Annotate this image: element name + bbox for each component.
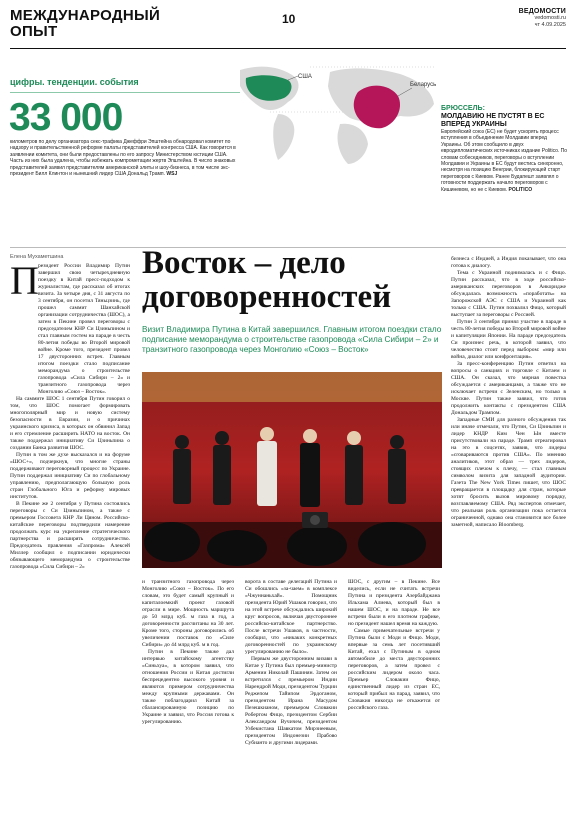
brief-source: POLITICO bbox=[508, 186, 533, 193]
drop-cap: П bbox=[10, 258, 39, 303]
paragraph: Тема с Украиной поднималась и с Фицо. Путин рассказал, что в ходе российско-американских переговоров в Анкоридже обсуждалась возможность «поработать» на Запорожской АЭС с США и Украиной как только с США. Путин похвалил Фицо, который выступает за переговоры с Россией. bbox=[451, 270, 566, 318]
brief-text: Европейский союз (ЕС) не будет ускорять процесс вступления в объединение Молдавии вперед Украины. Об этом сообщило в двух евродипломатических источниках издание Politico. По словам собеседников, переговоры о вступлении Молдавии и Украины в ЕС будут вестись синхронно, несмотря на позицию Венгрии, блокирующей старт переговоров с Киевом. Ранее Будапешт заявлял о готовности поддержать начало переговоров с Кишиневом, но не с Киевом. POLITICO bbox=[441, 129, 568, 193]
paragraph: За пресс-конференцию Путин ответил на вопросы о санкциях и торговле с Китаем и США. Он сказал, что мирная повестка обсуждается с американцами, а также что не исключает встречи с Зеленским, но только в Москве. Путин также заявил, что готов продолжить контакты с президентом США Дональдом Трампом. bbox=[451, 361, 566, 416]
paragraph: бизнеса с Индией, а Индия показывает, что она готова к диалогу. bbox=[451, 256, 566, 269]
paragraph: В Пекине же 2 сентября у Путина состоялись переговоры с Си Цзиньпином, а также с премьером Госсовета КНР Ли Цяном. Российско-китайские переговоры подтвердили намерение продолжать курс на укрепление стратегического партнерства и расширять сотрудничество. Председатель правления «Газпрома» Алексей Миллер сообщил о подписании юридически обязывающего меморандума о строительстве газопровода «Сила Сибири – 2» bbox=[10, 501, 130, 570]
article-column-3 bbox=[245, 579, 337, 747]
brief-location: БРЮССЕЛЬ: bbox=[441, 105, 485, 112]
world-map bbox=[240, 52, 436, 164]
stat-source: WSJ bbox=[166, 171, 178, 178]
paragraph: и транзитного газопровода через Монголию «Союз – Восток». По его словам, это будет самый крупный и капиталоемкий проект газовой отрасли в мире. Мощность маршрута до 50 млрд куб. м газа в год, а договоренности рассчитаны на 30 лет. Кроме того, стороны договорились об увеличении поставок по «Силе Сибири» до 44 млрд куб. м в год. bbox=[142, 579, 234, 648]
paragraph: Самые примечательные встречи у Путина были с Моди и Фицо. Моди, впервые за семь лет посетивший Китай, ехал с Путиным в одном автомобиле до места двусторонних переговоров, а затем провел с российским лидером около часа. Премьер Словакии Фицо, единственный лидер из стран ЕС, который прибыл на парад, заявил, что Словакия никогда не откажется от российского газа. bbox=[348, 628, 440, 711]
article-column-1 bbox=[10, 258, 130, 571]
paragraph: Западные СМИ для разного обсуждения так или иначе отмечали, что Путин, Си Цзиньпин и лидер КНДР Ким Чен Ын вместе присутствовали на параде. Трамп отреагировал на это в соцсетях, заявив, что лидеры «сговариваются против США». По мнению аналитиков, этот образ — трех лидеров, стоящих плечом к плечу, — стал главным символом визита для западной аудитории. Газета The New York Times пишет, что ШОС превращается в площадку для стран, которые хотят бросить вызов мировому порядку, возглавляемому США. Ряд экспертов отмечает, что реальная роль организации пока остается ограниченной, однако она становится все более заметной, написало Bloomberg. bbox=[451, 417, 566, 528]
brief-title: МОЛДАВИЮ НЕ ПУСТЯТ В ЕС ВПЕРЕД УКРАИНЫ bbox=[441, 113, 545, 128]
stat-number: 33 000 bbox=[9, 96, 123, 139]
article-photo bbox=[142, 372, 442, 568]
map-moldova bbox=[354, 86, 400, 129]
paragraph: Путин в Пекине также дал интервью китайскому агентству «Синьхуа», в котором заявил, что отношения России и Китая достигли беспрецедентно высокого уровня и являются примером сотрудничества между крупными державами. Он также поблагодарил Китай за сбалансированную позицию по Украине и заявил, что Россия готова к урегулированию. bbox=[142, 649, 234, 725]
paragraph: Первым же двусторонним визави в Китае у Путина был премьер-министр Армении Николай Пашинян. Затем он встретился с премьером Индии Нарендрой Моди, президентом Турции Реджепом Тайипом Эрдоганом, президентом Ирана Масудом Пезешкианом, премьером Словакии Робертом Фицо, президентом Сербии Александром Вучичем, президентом Узбекистана Шавкатом Мирзиеевым, президентом Индонезии Прабово Субианто и другими лидерами. bbox=[245, 656, 337, 746]
article-headline: Восток – дело договоренностей bbox=[142, 245, 392, 315]
map-land-africa bbox=[337, 124, 368, 164]
map-land-south-america bbox=[273, 114, 294, 160]
paragraph: ворота в составе делегаций Путина и Си обошлись «за-чаем» в комплексе «Чжуннаньхай». Помощник президента Юрий Ушаков говорил, что на этой встрече обсуждались широкий круг вопросов, включая двустороннее российско-китайское партнерство. После встречи Ушаков, в частности, сообщил, что «никаких конкретных договоренностей по украинскому урегулированию не было». bbox=[245, 579, 337, 655]
paragraph: резидент России Владимир Путин завершил свою четырехдневную поездку в Китай пресс-подходом к журналистам, где рассказал об итогах визита. За четыре дня, с 31 августа по 3 сентября, он посетил Тяньцзинь, где прошел саммит Шанхайской организации сотрудничества (ШОС), а затем в Пекине провел переговоры с председателем КНР Си Цзиньпином и стал главным гостем на параде в честь 80-летия победы во Второй мировой войне. Кроме того, президент провел 17 двусторонних встреч. Главным итогом поездки стало подписание меморандума о строительстве газопровода «Сила Сибири – 2» и транзитного газопровода через Монголию «Союз – Восток». bbox=[38, 263, 130, 395]
article-column-2 bbox=[142, 579, 234, 726]
rubric-rule bbox=[10, 92, 240, 93]
article-lead: Визит Владимира Путина в Китай завершился. Главным итогом поездки стало подписание меморандума о строительстве газопровода «Сила Сибири – 2» и транзитного газопровода через Монголию «Союз – Восток» bbox=[142, 325, 442, 354]
stat-text: километров по делу организатора секс-трафика Джеффри Эпштейна обнародовал комитет по надзору и правительственной реформе палаты представителей конгресса США. Как говорится в заявлении комитета, они были предоставлены по его запросу Министерством юстиции США. Часть из них была удалена, чтобы избежать компрометации жертв Эпштейна. В число знаковых представителей заявил представителям американской элиты и шоу-бизнеса, в том числе экс-президент Билл Клинтон и нынешний лидер США Дональд Трамп. WSJ bbox=[10, 139, 236, 178]
page-number: 10 bbox=[282, 12, 296, 26]
paragraph: На саммите ШОС 1 сентября Путин говорил о том, что ШОС помогает формировать многополярный мир и новую систему безопасности в Евразии, и о причинах украинского кризиса, в которых он обвинил Запад и его стремление расширить НАТО на восток. Он также поддержал инициативу Си Цзиньпина о создании Банка развития ШОС. bbox=[10, 396, 130, 451]
section-title: МЕЖДУНАРОДНЫЙ ОПЫТ bbox=[10, 7, 161, 40]
rubric-label: цифры. тенденции. события bbox=[10, 77, 139, 87]
paragraph: Путин в том же духе высказался и на форуме «ШОС+», подчеркнув, что многие страны поддерживают переговорный процесс по Украине. Путин поддержал инициативу Си по глобальному управлению, предполагающую большую роль стран Глобального Юга и реформу мировых институтов. bbox=[10, 452, 130, 500]
paragraph: ШОС, с другим – в Пекине. Все виделись, если не считать встречи Путина и президента Азербайджана Ильхама Алиева, который был в нашем ШОС, и на параде. Не все встречи были в его плотном графике, но президент нашел время на каждую. bbox=[348, 579, 440, 627]
issue-date: чт 4.09.2025 bbox=[534, 22, 566, 28]
masthead bbox=[519, 8, 566, 29]
map-label-usa: США bbox=[298, 74, 312, 80]
brand-name: ВЕДОМОСТИ bbox=[518, 8, 566, 15]
brand-site: vedomosti.ru bbox=[534, 15, 566, 21]
article-byline: Елена Мухаметшина bbox=[10, 254, 64, 260]
header-rule bbox=[10, 48, 566, 49]
paragraph: Путин 3 сентября принял участие в параде в честь 80-летия победы во Второй мировой войне и капитуляции Японии. На параде председатель Си произнес речь, в которой заявил, что человечество стоит перед выбором: «мир или война, диалог или конфронтация». bbox=[451, 319, 566, 360]
article-column-4 bbox=[348, 579, 440, 712]
map-label-belarus: Беларусь bbox=[410, 82, 436, 88]
article-column-5 bbox=[451, 256, 566, 529]
